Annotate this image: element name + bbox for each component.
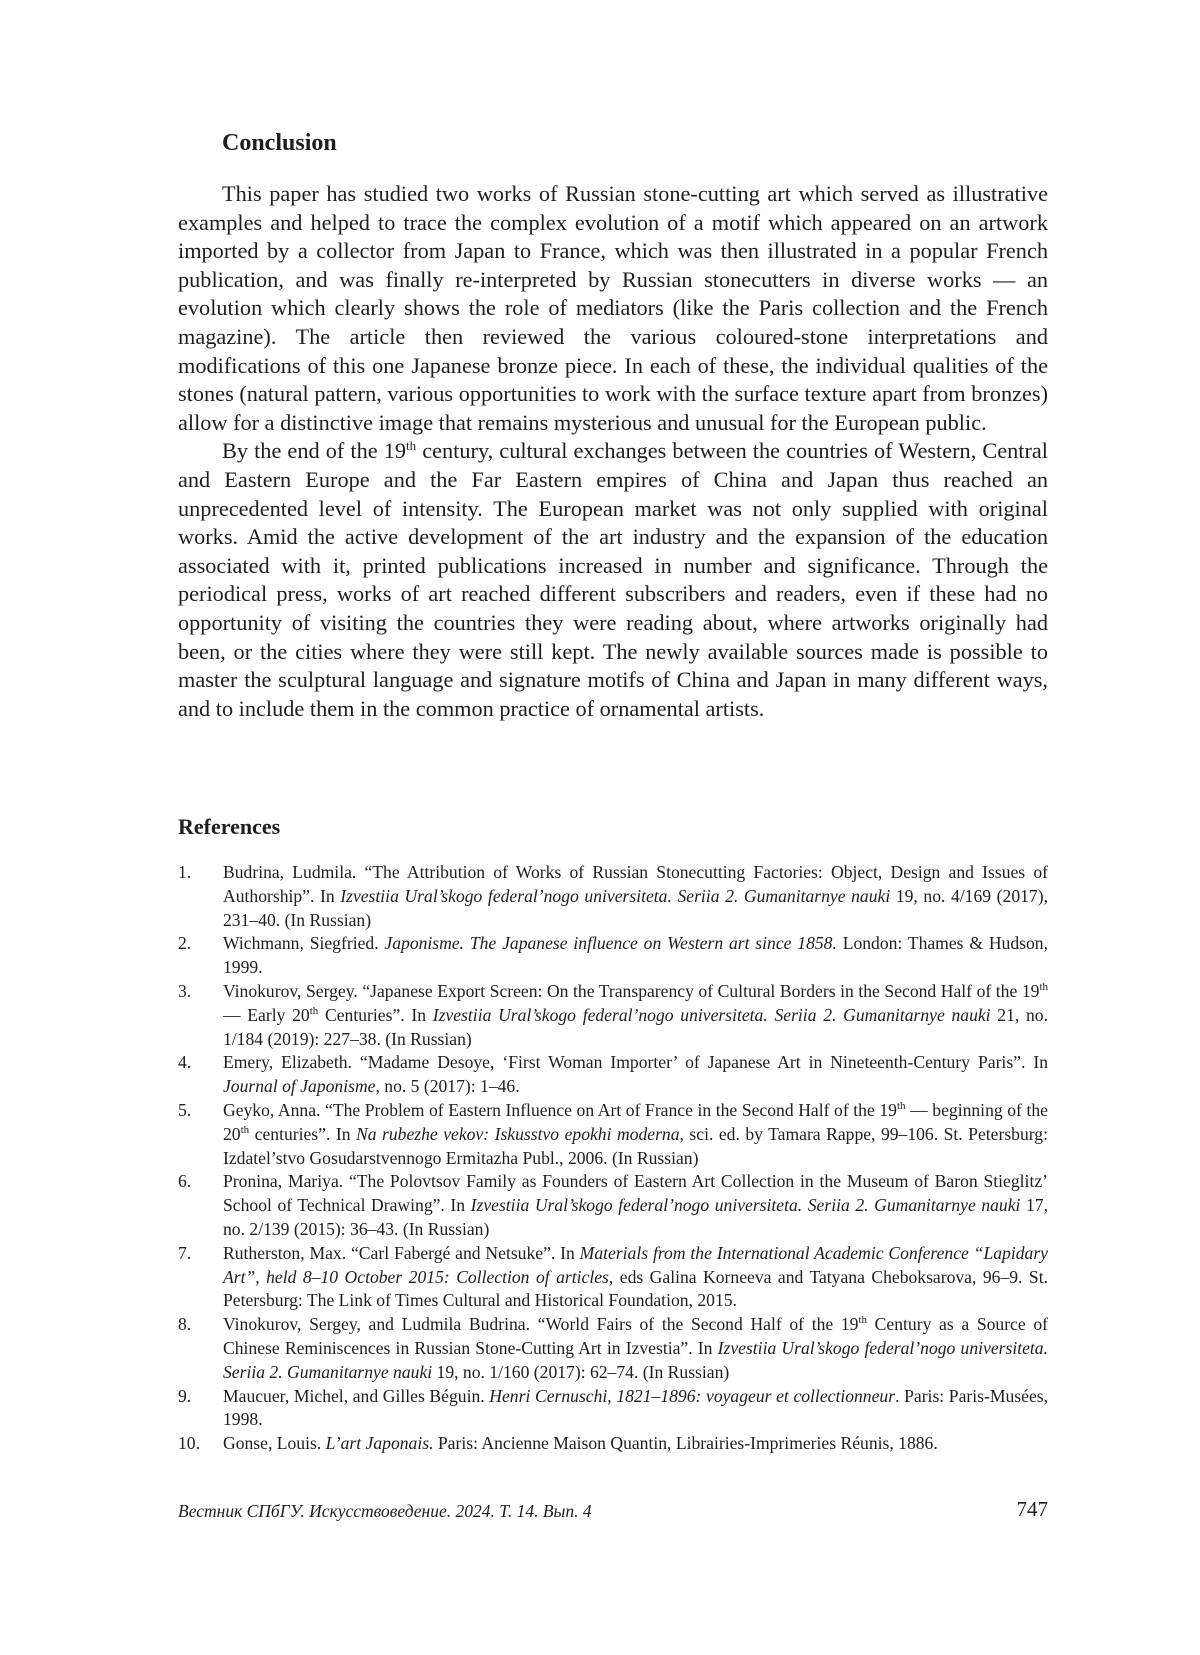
page-footer	[178, 1497, 1048, 1527]
section-heading-conclusion: Conclusion	[222, 130, 337, 156]
reference-item: 2. Wichmann, Siegfried. Japonisme. The Japanese influence on Western art since 1858. London: Thames & Hudson, 1999.	[178, 933, 1048, 978]
conclusion-body	[178, 180, 1048, 723]
paragraph: This paper has studied two works of Russian stone-cutting art which served as illustrative examples and helped to trace the complex evolution of a motif which appeared on an artwork imported by a collector from Japan to France, which was then illustrated in a popular French publication, and was finally re-interpreted by Russian stonecutters in diverse works — an evolution which clearly shows the role of mediators (like the Paris collection and the French magazine). The article then reviewed the various coloured-stone interpretations and modifications of this one Japanese bronze piece. In each of these, the individual qualities of the stones (natural pattern, various opportunities to work with the surface texture apart from bronzes) allow for a distinctive image that remains mysterious and unusual for the European public.	[178, 181, 1048, 435]
reference-item: 4. Emery, Elizabeth. “Madame Desoye, ‘First Woman Importer’ of Japanese Art in Nineteenth-Century Paris”. In Journal of Japonisme, no. 5 (2017): 1–46.	[178, 1052, 1048, 1097]
reference-item: 6. Pronina, Mariya. “The Polovtsov Family as Founders of Eastern Art Collection in the Museum of Baron Stieglitz’ School of Technical Drawing”. In Izvestiia Ural’skogo federal’nogo universiteta. Seriia 2. Gumanitarnye nauki 17, no. 2/139 (2015): 36–43. (In Russian)	[178, 1171, 1048, 1239]
section-heading-references: References	[178, 814, 281, 839]
reference-item: 9. Maucuer, Michel, and Gilles Béguin. Henri Cernuschi, 1821–1896: voyageur et collectionneur. Paris: Paris-Musées, 1998.	[178, 1385, 1049, 1430]
journal-citation: Вестник СПбГУ. Искусствоведение. 2024. Т. 14. Вып. 4	[178, 1501, 592, 1521]
paragraph: By the end of the 19th century, cultural exchanges between the countries of Western, Central and Eastern Europe and the Far Eastern empires of China and Japan thus reached an unprecedented level of intensity. The European market was not only supplied with original works. Amid the active development of the art industry and the expansion of the education associated with it, printed publications increased in number and significance. Through the periodical press, works of art reached different subscribers and readers, even if these had no opportunity of visiting the countries they were reading about, where artworks originally had been, or the cities where they were still kept. The newly available sources made is possible to master the sculptural language and signature motifs of China and Japan in many different ways, and to include them in the common practice of ornamental artists.	[178, 438, 1049, 721]
page-number: 747	[1016, 1497, 1048, 1521]
reference-item: 3. Vinokurov, Sergey. “Japanese Export Screen: On the Transparency of Cultural Borders in the Second Half of the 19th — Early 20th Centuries”. In Izvestiia Ural’skogo federal’nogo universiteta. Seriia 2. Gumanitarnye nauki 21, no. 1/184 (2019): 227–38. (In Russian)	[178, 980, 1048, 1049]
reference-item: 10. Gonse, Louis. L’art Japonais. Paris: Ancienne Maison Quantin, Librairies-Imprimeries Réunis, 1886.	[178, 1433, 938, 1454]
reference-item: 1. Budrina, Ludmila. “The Attribution of Works of Russian Stonecutting Factories: Object, Design and Issues of Authorship”. In Izvestiia Ural’skogo federal’nogo universiteta. Seriia 2. Gumanitarnye nauki 19, no. 4/169 (2017), 231–40. (In Russian)	[178, 862, 1048, 930]
reference-item: 5. Geyko, Anna. “The Problem of Eastern Influence on Art of France in the Second Half of the 19th — beginning of the 20th centuries”. In Na rubezhe vekov: Iskusstvo epokhi moderna, sci. ed. by Tamara Rappe, 99–106. St. Petersburg: Izdatel’stvo Gosudarstvennogo Ermitazha Publ., 2006. (In Russian)	[178, 1099, 1048, 1168]
reference-item: 7. Rutherston, Max. “Carl Fabergé and Netsuke”. In Materials from the International Academic Conference “Lapidary Art”, held 8–10 October 2015: Collection of articles, eds Galina Korneeva and Tatyana Cheboksarova, 96–9. St. Petersburg: The Link of Times Cultural and Historical Foundation, 2015.	[178, 1242, 1048, 1311]
reference-item: 8. Vinokurov, Sergey, and Ludmila Budrina. “World Fairs of the Second Half of the 19th Century as a Source of Chinese Reminiscences in Russian Stone-Cutting Art in Izvestia”. In Izvestiia Ural’skogo federal’nogo universiteta. Seriia 2. Gumanitarnye nauki 19, no. 1/160 (2017): 62–74. (In Russian)	[178, 1314, 1048, 1382]
reference-list	[178, 861, 1048, 1456]
